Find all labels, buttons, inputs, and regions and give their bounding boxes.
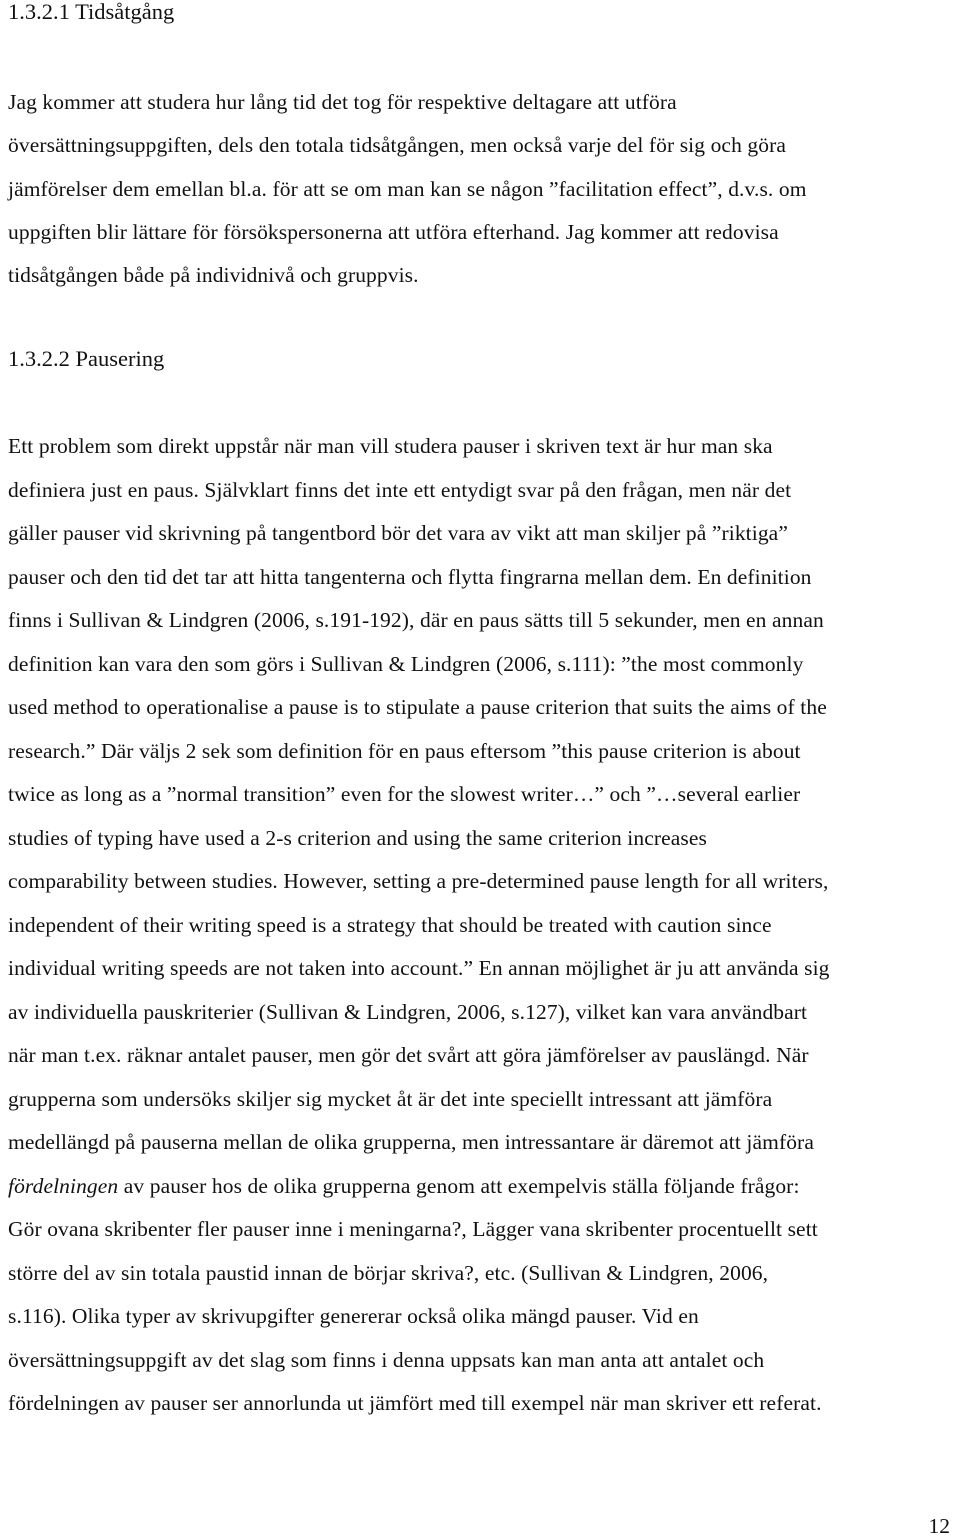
text-line: när man t.ex. räknar antalet pauser, men gör det svårt att göra jämförelser av pauslängd. När [8, 1043, 809, 1067]
text-line: av individuella pauskriterier (Sullivan & Lindgren, 2006, s.127), vilket kan vara användbart [8, 999, 808, 1024]
section-heading-tidsatgang: 1.3.2.1 Tidsåtgång [8, 0, 175, 24]
text-line: större del av sin totala paustid innan de börjar skriva?, etc. (Sullivan & Lindgren, 2006, [8, 1260, 769, 1285]
text-line: Gör ovana skribenter fler pauser inne i meningarna?, Lägger vana skribenter procentuellt sett [8, 1217, 818, 1241]
text-line: studies of typing have used a 2-s criterion and using the same criterion increases [8, 825, 707, 850]
text-line: individual writing speeds are not taken into account.” En annan möjlighet är ju att använda sig [8, 956, 830, 980]
text-line: grupperna som undersöks skiljer sig mycket åt är det inte speciellt intressant att jämföra [8, 1086, 773, 1111]
paragraph-pausering [8, 425, 956, 1426]
text-line: pauser och den tid det tar att hitta tangenterna och flytta fingrarna mellan dem. En definition [8, 564, 812, 589]
text-span: av pauser hos de olika grupperna genom att exempelvis ställa följande frågor: [118, 1173, 800, 1198]
text-line: Ett problem som direkt uppstår när man vill studera pauser i skriven text är hur man ska [8, 434, 773, 458]
text-line: fördelningen av pauser ser annorlunda ut jämfört med till exempel när man skriver ett referat. [8, 1391, 822, 1415]
text-line: independent of their writing speed is a strategy that should be treated with caution since [8, 912, 772, 937]
paragraph-tidsatgang [8, 81, 956, 297]
section-heading-pausering: 1.3.2.2 Pausering [8, 346, 165, 371]
text-line: översättningsuppgiften, dels den totala tidsåtgången, men också varje del för sig och göra [8, 133, 787, 158]
text-line: jämförelser dem emellan bl.a. för att se om man kan se någon ”facilitation effect”, d.v.s. om [8, 176, 807, 201]
text-line: uppgiften blir lättare för försökspersonerna att utföra efterhand. Jag kommer att redovisa [8, 219, 779, 244]
text-line [8, 1165, 956, 1209]
page-number: 12 [928, 1514, 950, 1538]
text-line: tidsåtgången både på individnivå och gruppvis. [8, 263, 419, 288]
text-line: used method to operationalise a pause is to stipulate a pause criterion that suits the aims of the [8, 695, 827, 719]
text-line: Jag kommer att studera hur lång tid det tog för respektive deltagare att utföra [8, 90, 677, 114]
text-line: definiera just en paus. Självklart finns det inte ett entydigt svar på den frågan, men när det [8, 477, 792, 502]
emphasized-term: fördelningen [8, 1173, 119, 1198]
text-line: medellängd på pauserna mellan de olika grupperna, men intressantare är däremot att jämföra [8, 1130, 814, 1154]
text-line: finns i Sullivan & Lindgren (2006, s.191-192), där en paus sätts till 5 sekunder, men en annan [8, 608, 824, 632]
text-line: comparability between studies. However, setting a pre-determined pause length for all writers, [8, 869, 829, 893]
text-line: twice as long as a ”normal transition” even for the slowest writer…” och ”…several earlier [8, 782, 801, 806]
text-line: översättningsuppgift av det slag som finns i denna uppsats kan man anta att antalet och [8, 1347, 765, 1372]
text-line: definition kan vara den som görs i Sullivan & Lindgren (2006, s.111): ”the most commonly [8, 651, 804, 676]
text-line: research.” Där väljs 2 sek som definition för en paus eftersom ”this pause criterion is about [8, 738, 801, 763]
text-line: gäller pauser vid skrivning på tangentbord bör det vara av vikt att man skiljer på ”riktiga” [8, 521, 788, 545]
text-line: s.116). Olika typer av skrivupgifter genererar också olika mängd pauser. Vid en [8, 1304, 699, 1328]
